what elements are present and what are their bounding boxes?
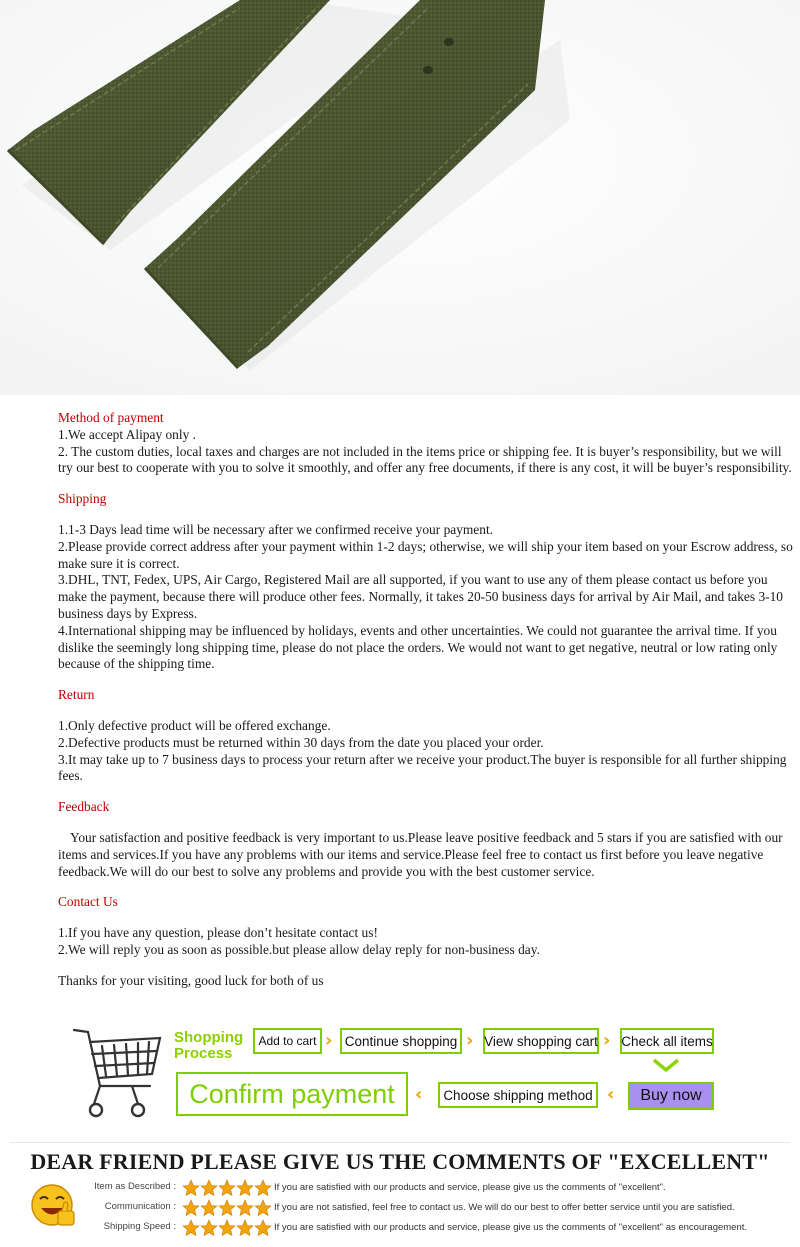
rating-text: If you are satisfied with our products and service, please give us the comments of "excellent". [274, 1182, 666, 1193]
payment-line: 2. The custom duties, local taxes and charges are not included in the items price or shipping fee. It is buyer’s responsibility, but we will try our best to cooperate with you to solve it smoothly, and offer any free documents, if there is any cost, it will be buyer’s responsibility. [58, 443, 792, 476]
five-stars-icon [182, 1199, 272, 1217]
arrow-left-icon: ‹ [607, 1084, 615, 1105]
return-line: 3.It may take up to 7 business days to process your return after we receive your product.The buyer is responsible for all further shipping fees. [58, 751, 787, 784]
rating-label: Shipping Speed : [103, 1221, 176, 1232]
check-all-items-step: Check all items [620, 1028, 714, 1054]
payment-line: 1.We accept Alipay only . [58, 426, 196, 442]
rating-row-item-as-described [10, 1179, 790, 1197]
arrow-right-icon: › [325, 1030, 333, 1051]
rating-label: Item as Described : [94, 1181, 176, 1192]
arrow-right-icon: › [466, 1030, 474, 1051]
thanks-text: Thanks for your visiting, good luck for both of us [58, 972, 324, 988]
feedback-text: Your satisfaction and positive feedback is very important to us.Please leave positive feedback and 5 stars if you are satisfied with our items and services.If you have any problems with our items and service.Please feel free to contact us first before you leave negative feedback.We will do our best to solve any problems and provide you with the best customer service. [58, 829, 783, 879]
shipping-line: 2.Please provide correct address after your payment within 1-2 days; otherwise, we will ship your item based on your Escrow address, so make sure it is correct. [58, 538, 793, 571]
arrow-right-icon: › [603, 1030, 611, 1051]
return-line: 1.Only defective product will be offered exchange. [58, 717, 331, 733]
shipping-heading: Shipping [58, 491, 107, 507]
policy-text [58, 410, 798, 990]
buy-now-step: Buy now [628, 1082, 714, 1110]
rating-label: Communication : [104, 1201, 176, 1212]
feedback-banner [10, 1142, 790, 1243]
rating-text: If you are satisfied with our products and service, please give us the comments of "excellent" as encouragement. [274, 1222, 748, 1233]
return-line: 2.Defective products must be returned within 30 days from the date you placed your order. [58, 734, 544, 750]
return-heading: Return [58, 687, 95, 703]
choose-shipping-method-step: Choose shipping method [438, 1082, 598, 1108]
contact-heading: Contact Us [58, 894, 118, 910]
product-photo [0, 0, 800, 395]
shipping-line: 1.1-3 Days lead time will be necessary after we confirmed receive your payment. [58, 521, 494, 537]
rating-text: If you are not satisfied, feel free to contact us. We will do our best to offer better service until you are satisfied. [274, 1202, 735, 1213]
rating-row-shipping-speed [10, 1219, 790, 1237]
watch-strap-image [0, 0, 800, 395]
chevron-down-icon [652, 1058, 680, 1072]
arrow-left-icon: ‹ [415, 1084, 423, 1105]
payment-heading: Method of payment [58, 410, 164, 425]
rating-row-communication [10, 1199, 790, 1217]
shopping-process-title: Shopping Process [174, 1029, 244, 1062]
continue-shopping-step: Continue shopping [340, 1028, 462, 1054]
five-stars-icon [182, 1179, 272, 1197]
shipping-line: 4.International shipping may be influenced by holidays, events and other uncertainties. We could not guarantee the arrival time. If you dislike the seemingly long shipping time, please do not place the orders. We would not want to get negative, neutral or low rating only because of the shipping time. [58, 622, 778, 672]
add-to-cart-step: Add to cart [253, 1028, 322, 1054]
five-stars-icon [182, 1219, 272, 1237]
shipping-line: 3.DHL, TNT, Fedex, UPS, Air Cargo, Registered Mail are all supported, if you want to use any of them please contact us before you make the payment, because there will produce other fees. Normally, it takes 20-50 business days for arrival by Air Mail, and takes 3-10 business days by Express. [58, 572, 783, 621]
banner-title: DEAR FRIEND PLEASE GIVE US THE COMMENTS OF "EXCELLENT" [30, 1149, 770, 1174]
feedback-heading: Feedback [58, 799, 110, 815]
confirm-payment-step: Confirm payment [176, 1072, 408, 1116]
contact-line: 1.If you have any question, please don’t hesitate contact us! [58, 925, 378, 941]
contact-line: 2.We will reply you as soon as possible.but please allow delay reply for non-business day. [58, 941, 540, 957]
view-shopping-cart-step: View shopping cart [483, 1028, 599, 1054]
shopping-cart-icon [72, 1024, 164, 1120]
shopping-process [72, 1022, 722, 1120]
